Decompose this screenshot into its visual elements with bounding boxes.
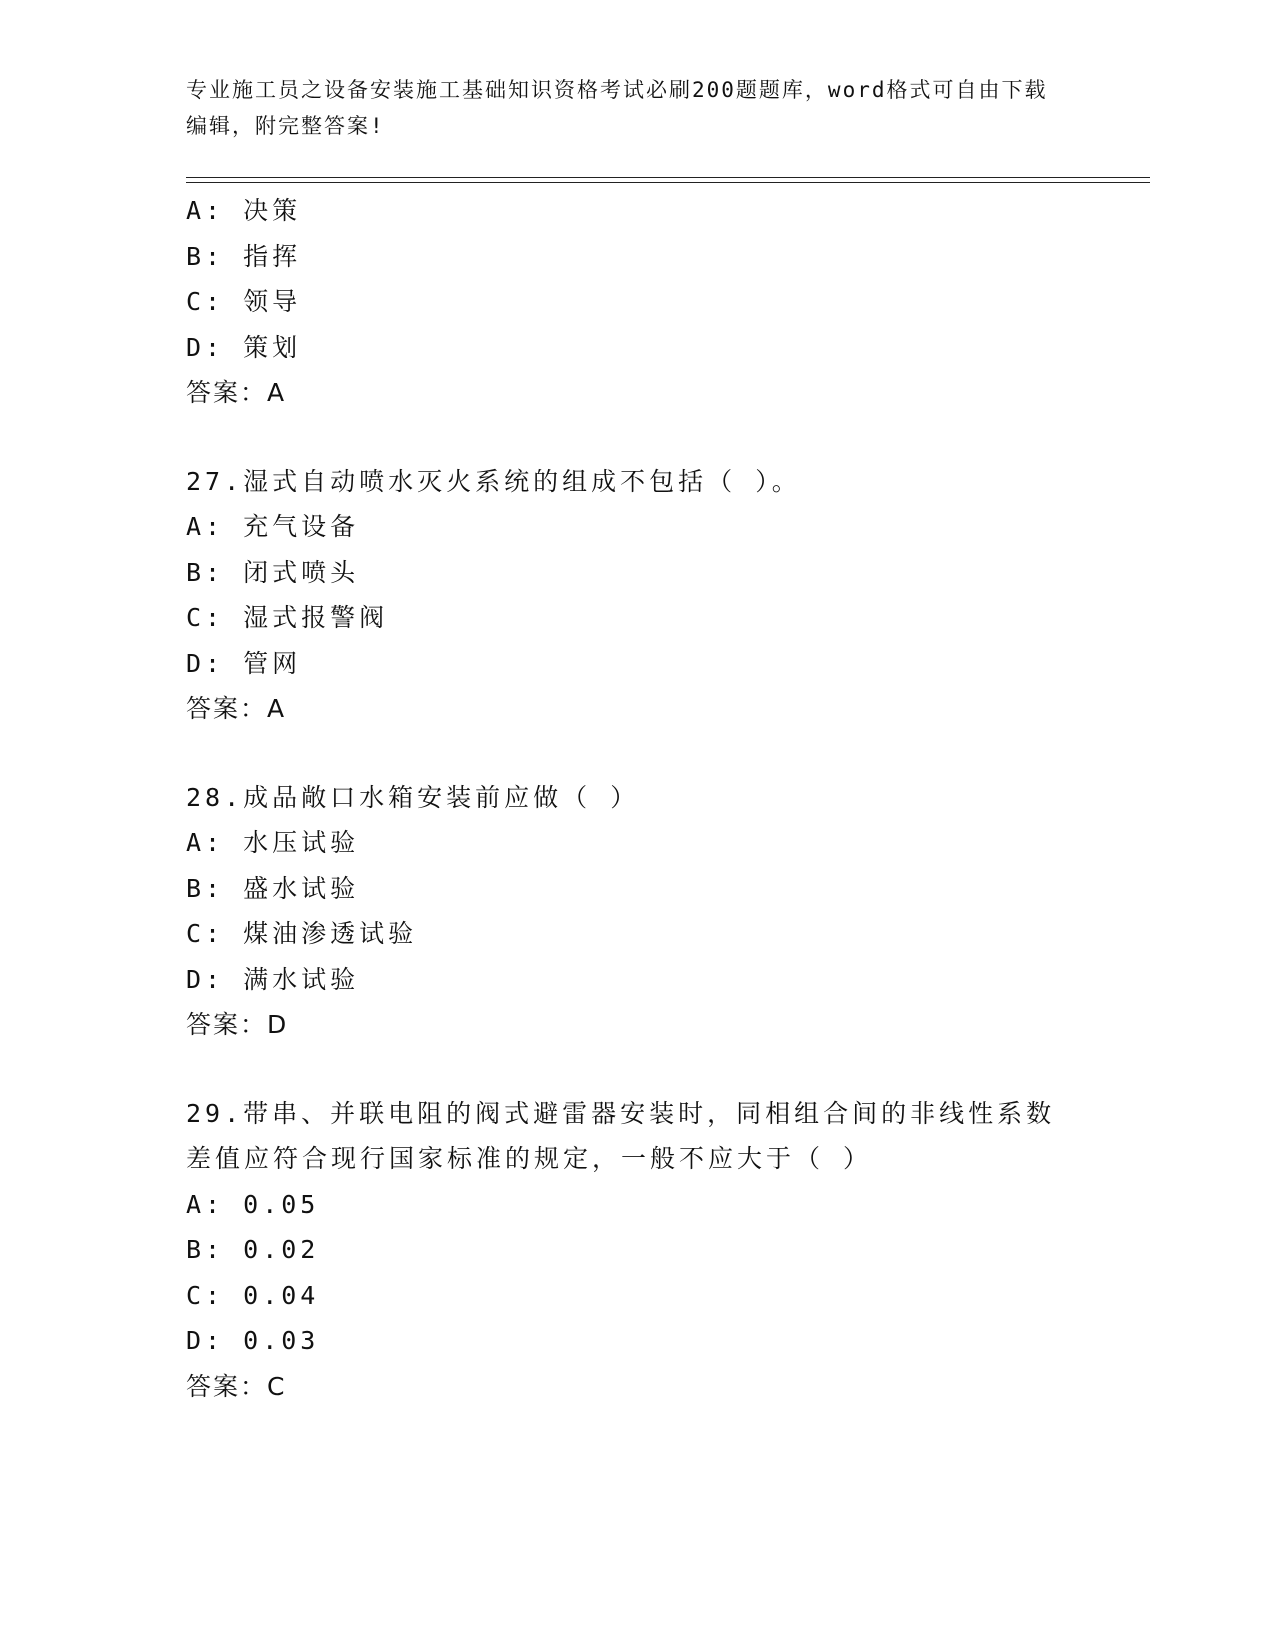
option-a: A: 0.05: [186, 1189, 320, 1219]
option-d: D: 0.03: [186, 1326, 320, 1355]
document-header: 专业施工员之设备安装施工基础知识资格考试必刷200题题库，word格式可自由下载编辑，附完整答案!: [186, 78, 1048, 138]
option-d: D: 满水试验: [186, 964, 360, 994]
option-c: C: 0.04: [186, 1280, 320, 1310]
question-26: [186, 188, 1126, 416]
question-29: [186, 1091, 1126, 1410]
option-b: B: 闭式喷头: [186, 557, 360, 587]
answer-line: 答案：A: [186, 378, 287, 407]
answer-line: 答案：D: [186, 1010, 289, 1039]
option-b: B: 0.02: [186, 1235, 320, 1264]
option-b: B: 盛水试验: [186, 873, 360, 903]
option-c: C: 湿式报警阀: [186, 603, 389, 632]
option-b: B: 指挥: [186, 241, 302, 271]
question-stem: 29.带串、并联电阻的阀式避雷器安装时，同相组合间的非线性系数差值应符合现行国家标准的规定，一般不应大于（ ）: [186, 1098, 1056, 1173]
question-stem: 27.湿式自动喷水灭火系统的组成不包括（ ）。: [186, 466, 801, 496]
option-a: A: 充气设备: [186, 512, 360, 541]
option-a: A: 决策: [186, 196, 302, 225]
question-stem: 28.成品敞口水箱安装前应做（ ）: [186, 782, 640, 812]
question-28: [186, 775, 1126, 1048]
option-c: C: 煤油渗透试验: [186, 919, 418, 948]
answer-line: 答案：A: [186, 694, 287, 723]
option-a: A: 水压试验: [186, 828, 360, 857]
answer-line: 答案：C: [186, 1371, 287, 1401]
header-divider-top: [186, 177, 1150, 178]
option-d: D: 策划: [186, 332, 302, 362]
option-d: D: 管网: [186, 648, 302, 678]
question-list: [186, 188, 1126, 1452]
header-divider-bottom: [186, 182, 1150, 183]
option-c: C: 领导: [186, 287, 302, 316]
question-27: [186, 459, 1126, 732]
